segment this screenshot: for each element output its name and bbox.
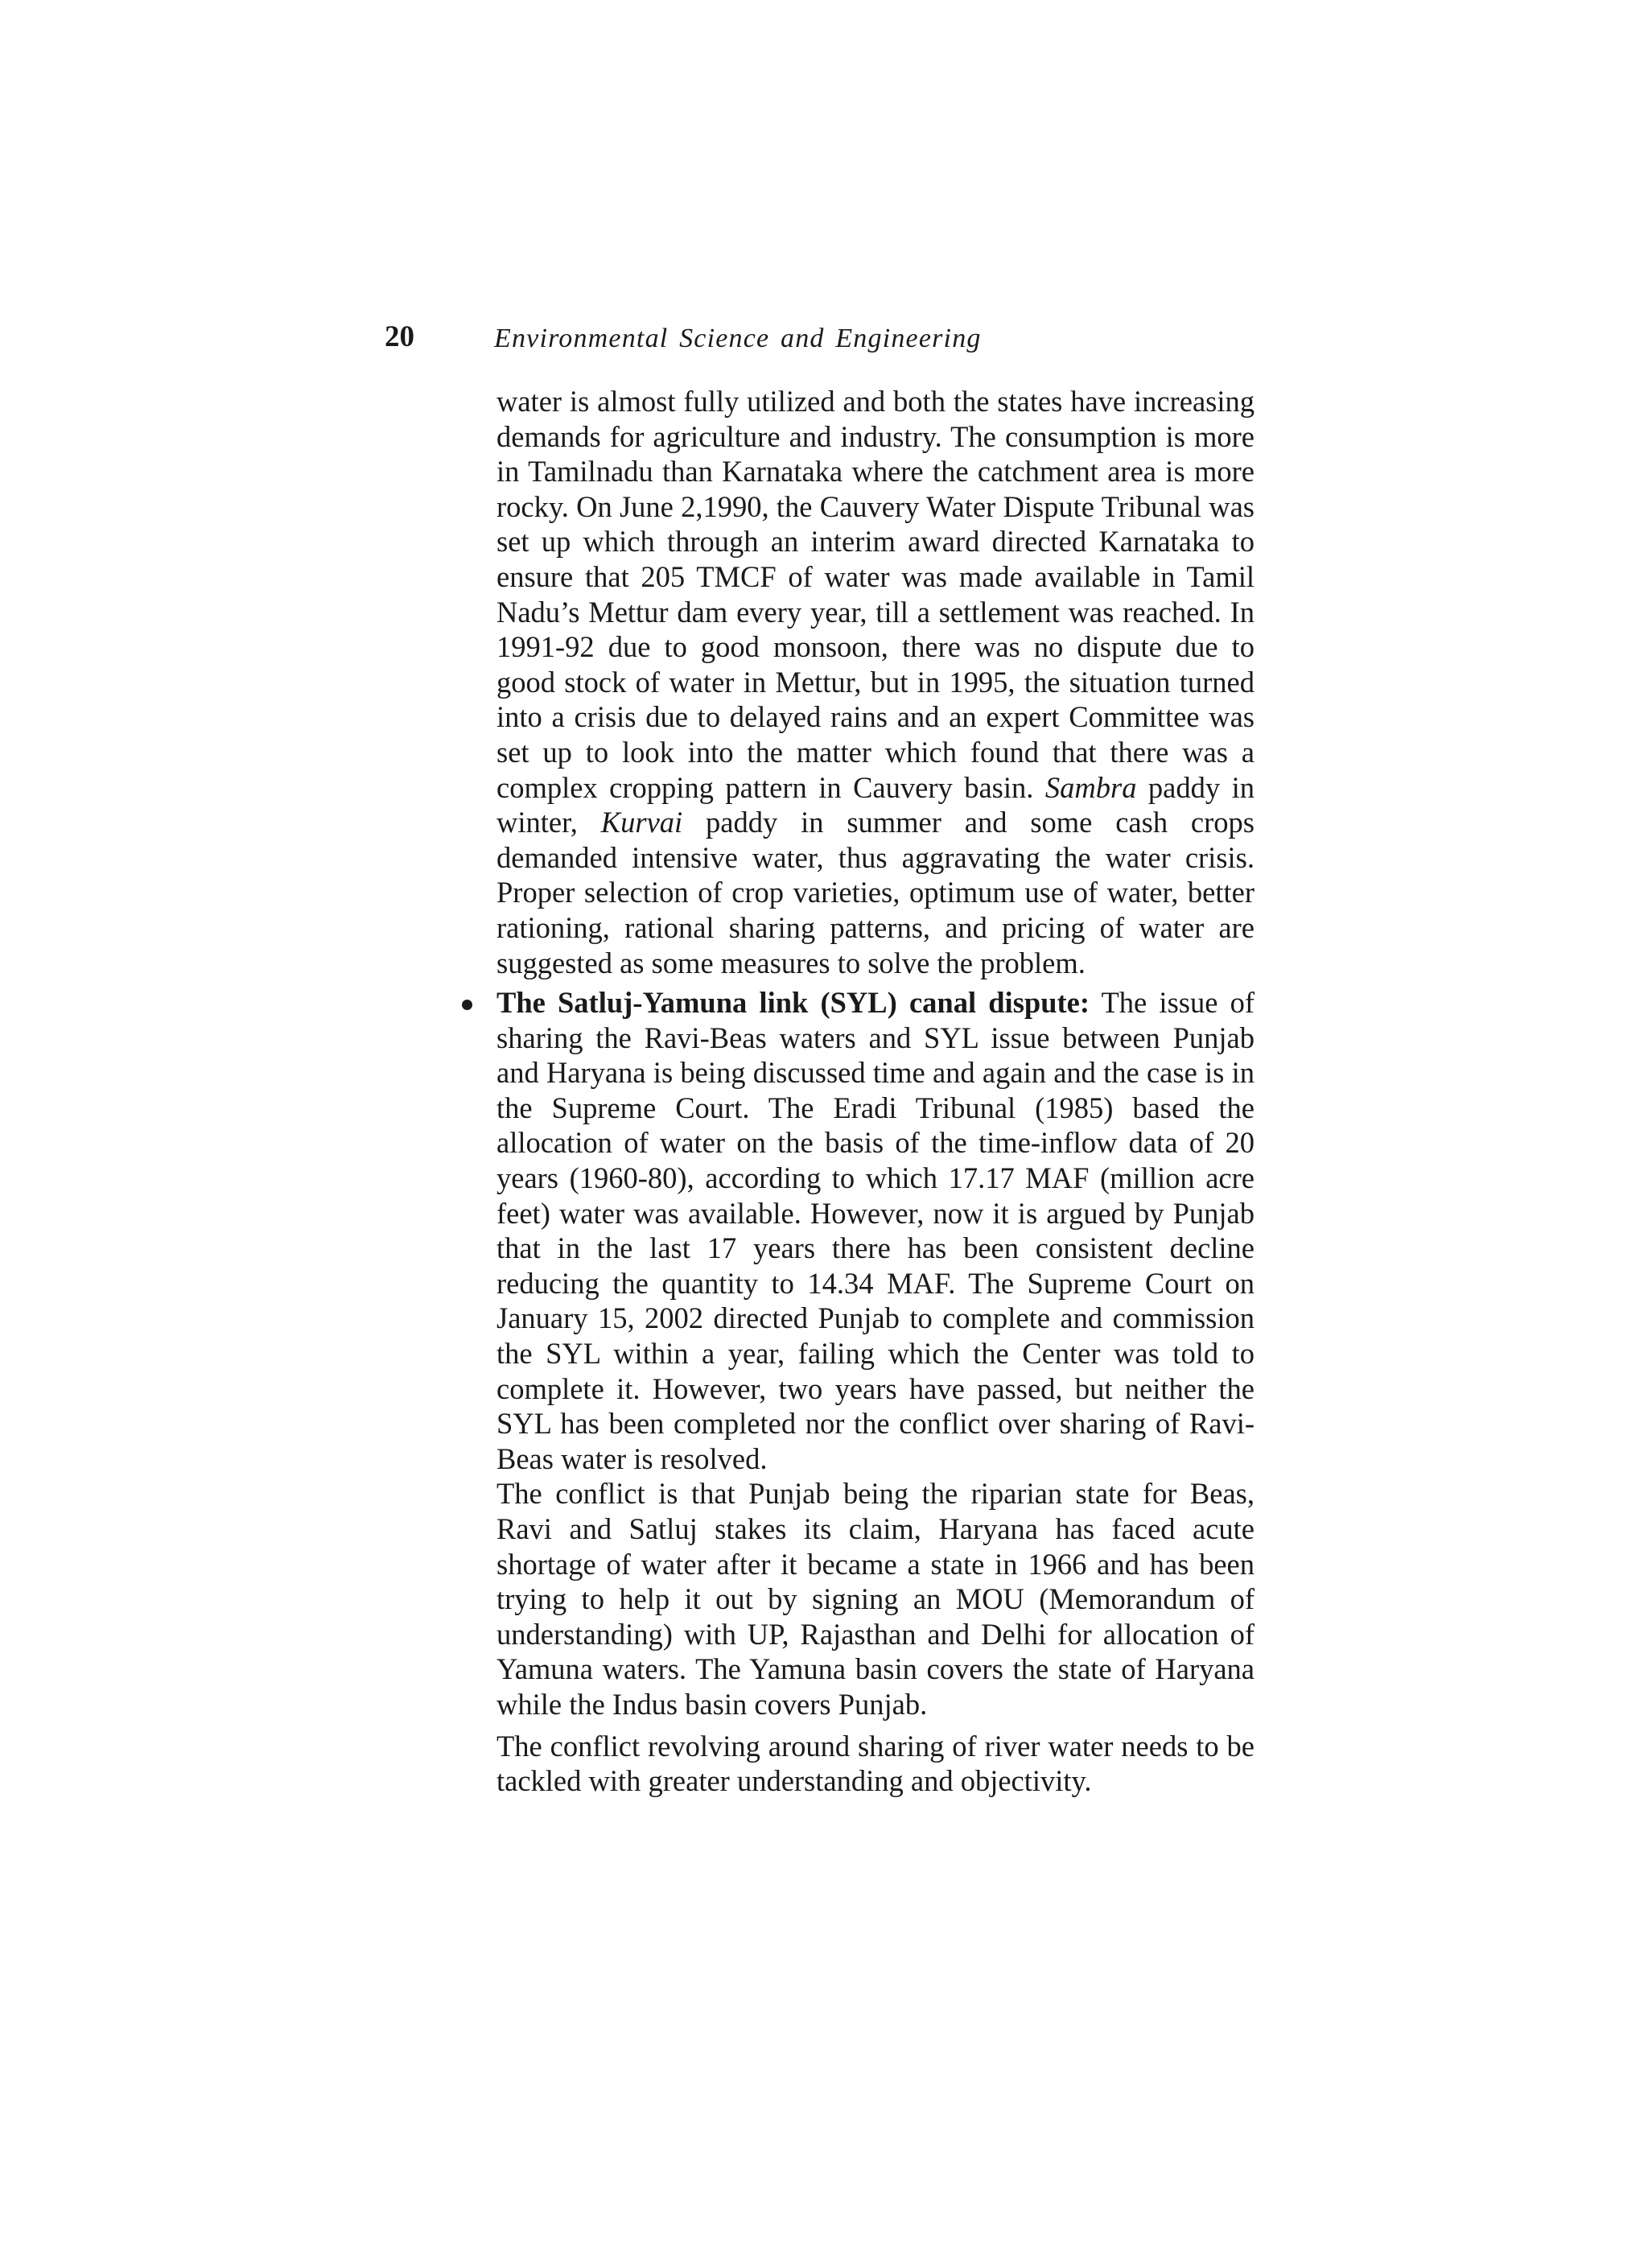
closing-paragraph: The conflict revolving around sharing of river water needs to be tackled with greater understanding and objectivity. bbox=[496, 1729, 1255, 1798]
conflict-paragraph: The conflict is that Punjab being the riparian state for Beas, Ravi and Satluj stakes its claim, Haryana has faced acute shortage of water after it became a state in 1966 and has been trying to help it out by signing an MOU (Memorandum of understanding) with UP, Rajasthan and Delhi for allocation of Yamuna waters. The Yamuna basin covers the state of Haryana while the Indus basin covers Punjab. bbox=[496, 1477, 1255, 1721]
bullet-dot-icon bbox=[462, 985, 472, 1021]
syl-bullet-item bbox=[496, 985, 1255, 1476]
running-head: Environmental Science and Engineering bbox=[494, 324, 982, 353]
syl-text: The issue of sharing the Ravi-Beas waters and SYL issue between Punjab and Haryana is being discussed time and again and the case is in the Supreme Court. The Eradi Tribunal (1985) based the allocation of water on the basis of the time-inflow data of 20 years (1960-80), according to which 17.17 MAF (million acre feet) water was available. However, now it is argued by Punjab that in the last 17 years there has been consistent decline reducing the quantity to 14.34 MAF. The Supreme Court on January 15, 2002 directed Punjab to complete and commission the SYL within a year, failing which the Center was told to complete it. However, two years have passed, but neither the SYL has been completed nor the conflict over sharing of Ravi-Beas water is resolved. bbox=[496, 986, 1255, 1475]
sambra-term: Sambra bbox=[1044, 770, 1137, 804]
page-header bbox=[385, 317, 1262, 362]
page-number: 20 bbox=[385, 320, 414, 353]
syl-heading: The Satluj-Yamuna link (SYL) canal dispute: bbox=[496, 986, 1090, 1020]
syl-paragraph bbox=[496, 985, 1255, 1476]
kurvai-term: Kurvai bbox=[600, 806, 683, 839]
cauvery-text-3: paddy in summer and some cash crops demanded intensive water, thus aggravating the water crisis. Proper selection of crop varieties, optimum use of water, better rationing, rational sharing patterns, and pricing of water are suggested as some measures to solve the problem. bbox=[496, 806, 1255, 979]
cauvery-paragraph bbox=[496, 384, 1255, 980]
cauvery-text-2: paddy in winter, bbox=[496, 770, 1255, 839]
body-text bbox=[496, 384, 1255, 1799]
cauvery-text-1: water is almost fully utilized and both the states have increasing demands for agriculture and industry. The consumption is more in Tamilnadu than Karnataka where the catchment area is more rocky. On June 2,1990, the Cauvery Water Dispute Tribunal was set up which through an interim award directed Karnataka to ensure that 205 TMCF of water was made available in Tamil Nadu’s Mettur dam every year, till a settlement was reached. In 1991-92 due to good monsoon, there was no dispute due to good stock of water in Mettur, but in 1995, the situation turned into a crisis due to delayed rains and an expert Committee was set up to look into the matter which found that there was a complex cropping pattern in Cauvery basin. bbox=[496, 385, 1255, 804]
